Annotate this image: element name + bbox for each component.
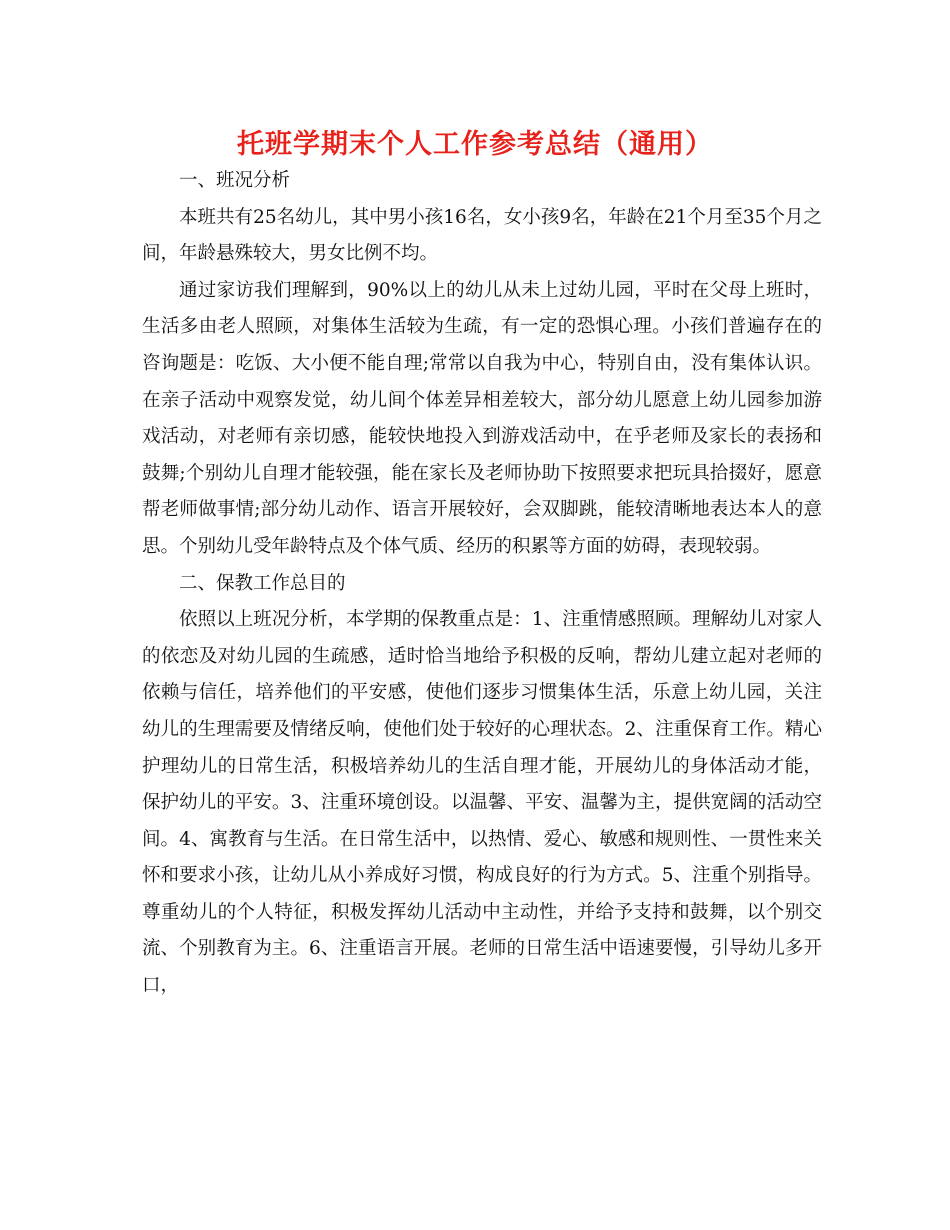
paragraph: 依照以上班况分析，本学期的保教重点是：1、注重情感照顾。理解幼儿对家人的依恋及对幼儿园的生疏感，适时恰当地给予积极的反响，帮幼儿建立起对老师的依赖与信任，培养他们的平安感，使他们逐步习惯集体生活，乐意上幼儿园，关注幼儿的生理需要及情绪反响，使他们处于较好的心理状态。2、注重保育工作。精心护理幼儿的日常生活，积极培养幼儿的生活自理才能，开展幼儿的身体活动才能，保护幼儿的平安。3、注重环境创设。以温馨、平安、温馨为主，提供宽阔的活动空间。4、寓教育与生活。在日常生活中，以热情、爱心、敏感和规则性、一贯性来关怀和要求小孩，让幼儿从小养成好习惯，构成良好的行为方式。5、注重个别指导。尊重幼儿的个人特征，积极发挥幼儿活动中主动性，并给予支持和鼓舞，以个别交流、个别教育为主。6、注重语言开展。老师的日常生活中语速要慢，引导幼儿多开口，	[142, 609, 822, 997]
paragraph: 通过家访我们理解到，90%以上的幼儿从未上过幼儿园，平时在父母上班时，生活多由老人照顾，对集体生活较为生疏，有一定的恐惧心理。小孩们普遍存在的咨询题是：吃饭、大小便不能自理;常常以自我为中心，特别自由，没有集体认识。在亲子活动中观察发觉，幼儿间个体差异相差较大，部分幼儿愿意上幼儿园参加游戏活动，对老师有亲切感，能较快地投入到游戏活动中，在乎老师及家长的表扬和鼓舞;个别幼儿自理才能较强，能在家长及老师协助下按照要求把玩具拾掇好，愿意帮老师做事情;部分幼儿动作、语言开展较好，会双脚跳，能较清晰地表达本人的意思。个别幼儿受年龄特点及个体气质、经历的积累等方面的妨碍，表现较弱。	[142, 279, 822, 557]
paragraph: 本班共有25名幼儿，其中男小孩16名，女小孩9名，年龄在21个月至35个月之间，年龄悬殊较大，男女比例不均。	[142, 206, 822, 265]
document-title: 托班学期末个人工作参考总结（通用）	[237, 129, 713, 160]
section-heading: 二、保教工作总目的	[179, 572, 346, 594]
section-heading: 一、班况分析	[179, 170, 291, 191]
document-body	[142, 163, 822, 1005]
